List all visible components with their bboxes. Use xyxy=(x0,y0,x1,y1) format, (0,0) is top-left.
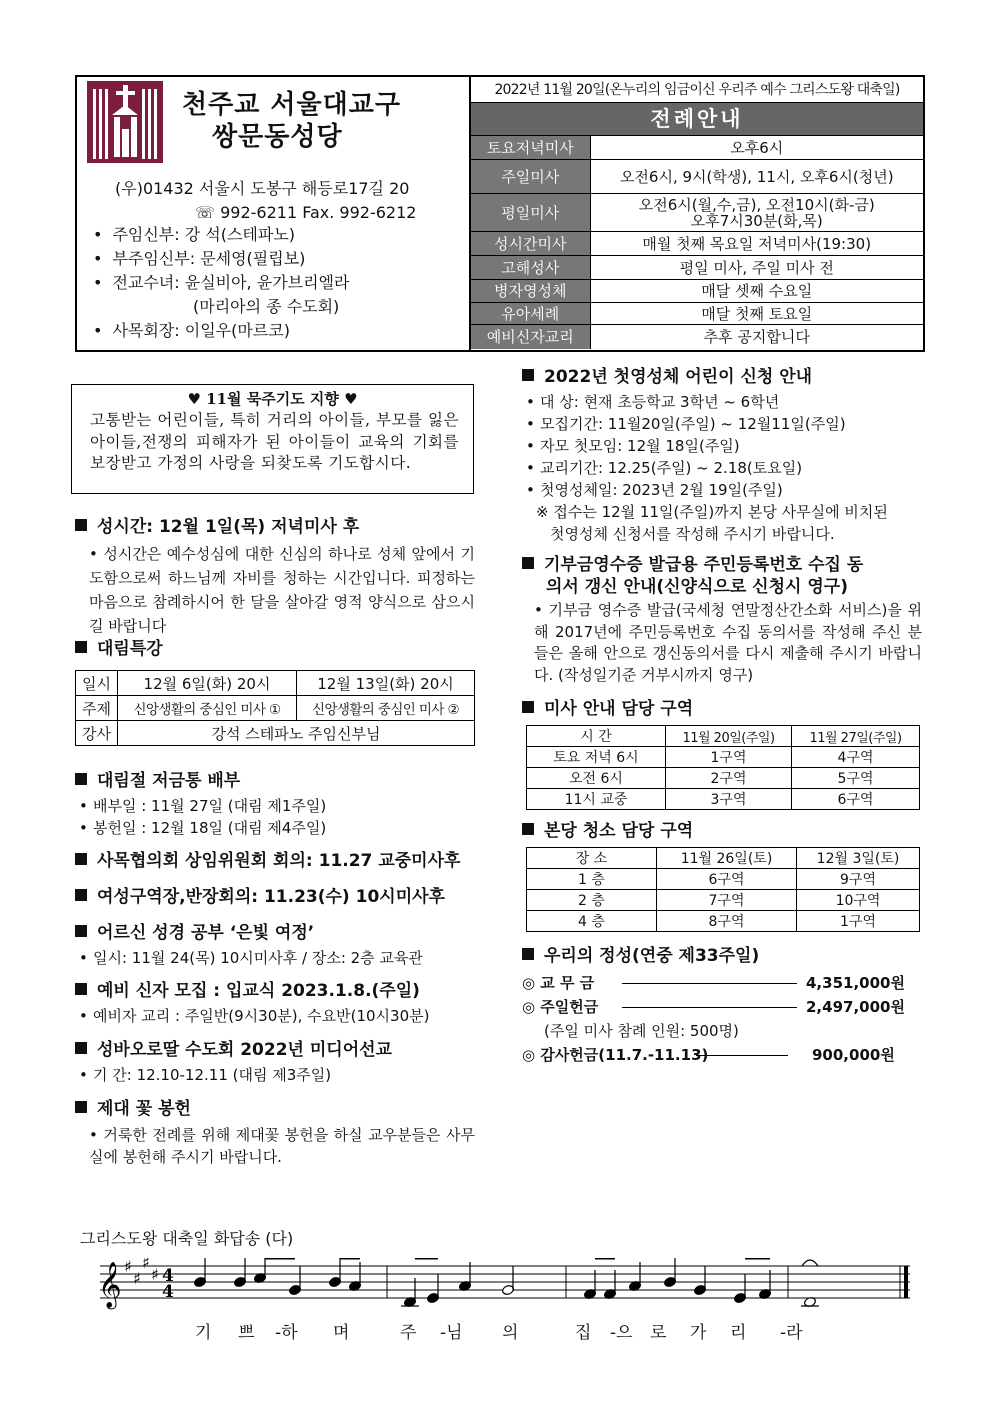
section-heading xyxy=(75,1098,475,1120)
section-title: 2022년 첫영성체 어린이 신청 안내 xyxy=(544,367,813,387)
section-title: 우리의 정성(연중 제33주일) xyxy=(544,946,760,966)
table-cell: 8구역 xyxy=(657,911,797,932)
psalm-title: 그리스도왕 대축일 화답송 (다) xyxy=(80,1229,294,1248)
staff-item: • 부주임신부: 문세영(필립보) xyxy=(93,247,349,271)
square-bullet-icon xyxy=(75,1101,87,1113)
fermata-icon xyxy=(802,1260,818,1266)
table-header-cell: 시 간 xyxy=(527,726,666,747)
section-heading xyxy=(522,554,922,576)
sharp-icon: ♯ xyxy=(142,1258,150,1272)
section-title: 예비 신자 모집 : 입교식 2023.1.8.(주일) xyxy=(97,981,420,1001)
table-cell: 일시 xyxy=(76,671,118,696)
sharp-icon: ♯ xyxy=(124,1258,132,1276)
table-cell: 6구역 xyxy=(792,789,920,810)
rosary-intention-body: 고통받는 어린이들, 특히 거리의 아이들, 부모를 잃은 아이들,전쟁의 피해자가 된 아이들이 교육의 기회를 보장받고 가정의 사랑을 되찾도록 기도합시다. xyxy=(90,411,459,472)
section-title: 성바오로딸 수도회 2022년 미디어선교 xyxy=(97,1040,392,1060)
table-cell: 4 층 xyxy=(527,911,657,932)
leader-line xyxy=(696,1055,788,1056)
offering-row xyxy=(522,1043,922,1067)
parish-name-line2: 쌍문동성당 xyxy=(212,122,343,152)
address-block xyxy=(115,177,416,225)
section-title: 성시간: 12월 1일(목) 저녁미사 후 xyxy=(97,517,360,537)
square-bullet-icon xyxy=(522,557,534,569)
psalm-score xyxy=(90,1258,920,1348)
section-title: 사목협의회 상임위원회 회의: 11.27 교중미사후 xyxy=(97,851,461,871)
table-header-cell: 11월 26일(토) xyxy=(657,848,797,869)
advent-lecture-table xyxy=(75,670,475,746)
liturgy-value: 매달 첫째 토요일 xyxy=(590,303,923,325)
section-heading xyxy=(75,1039,392,1061)
lyric-syllable: 기 xyxy=(195,1323,212,1343)
mass-guide-table xyxy=(526,725,920,810)
bullet-list xyxy=(75,1064,392,1086)
square-bullet-icon xyxy=(75,641,87,653)
liturgy-value: 오후6시 xyxy=(590,136,923,160)
leader-line xyxy=(622,1007,797,1008)
liturgy-title: 전례안내 xyxy=(471,103,923,135)
offering-section xyxy=(522,945,922,1067)
lyric-syllable: 며 xyxy=(333,1323,350,1343)
liturgy-value: 매월 첫째 목요일 저녁미사(19:30) xyxy=(590,232,923,256)
lyric-syllable: -님 xyxy=(440,1323,463,1343)
square-bullet-icon xyxy=(522,369,534,381)
square-bullet-icon xyxy=(75,983,87,995)
table-header-cell: 장 소 xyxy=(527,848,657,869)
lyric-syllable: 주 xyxy=(400,1323,417,1343)
liturgy-value-line: 오전6시(월,수,금), 오전10시(화-금) xyxy=(638,195,875,214)
offering-amount: 4,351,000원 xyxy=(806,974,905,992)
staff-item: • 주임신부: 강 석(스테파노) xyxy=(93,223,349,247)
offering-note-row xyxy=(522,1019,922,1043)
square-bullet-icon xyxy=(522,948,534,960)
sharp-icon: ♯ xyxy=(133,1269,141,1288)
altar-flowers-section xyxy=(75,1098,475,1168)
lyric-syllable: 쁘 xyxy=(238,1323,255,1343)
lyrics-row xyxy=(195,1322,803,1343)
offering-label: ◎ 교 무 금 xyxy=(522,974,595,992)
list-item: • 대 상: 현재 초등학교 3학년 ~ 6학년 xyxy=(522,391,922,413)
liturgy-key: 토요저녁미사 xyxy=(471,136,590,160)
table-cell: 강사 xyxy=(76,721,118,746)
lyric-syllable: -으 xyxy=(610,1323,633,1343)
square-bullet-icon xyxy=(75,519,87,531)
table-cell: 강석 스테파노 주임신부님 xyxy=(118,721,475,746)
phone-number: 992-6211 Fax. 992-6212 xyxy=(220,203,417,222)
offering-label: ◎ 주일헌금 xyxy=(522,998,599,1016)
liturgy-value-line: 오후7시30분(화,목) xyxy=(690,211,823,230)
rosary-intention-title: ♥ 11월 묵주기도 지향 ♥ xyxy=(187,390,358,408)
square-bullet-icon xyxy=(75,853,87,865)
catechumen-section xyxy=(75,980,429,1027)
lyric-syllable: 로 xyxy=(650,1323,667,1343)
section-heading xyxy=(75,980,429,1002)
offering-row xyxy=(522,971,922,995)
bullet-list xyxy=(522,391,922,545)
section-heading xyxy=(75,638,475,660)
offering-note: (주일 미사 참례 인원: 500명) xyxy=(544,1022,739,1040)
note-line: 첫영성체 신청서를 작성해 주시기 바랍니다. xyxy=(550,525,835,543)
table-cell: 신앙생활의 중심인 미사 ② xyxy=(297,696,475,721)
church-logo-icon xyxy=(87,81,163,163)
lyric-syllable: -라 xyxy=(780,1323,803,1343)
table-cell: 12월 13일(화) 20시 xyxy=(297,671,475,696)
liturgy-value: 매달 셋째 수요일 xyxy=(590,280,923,303)
square-bullet-icon xyxy=(75,925,87,937)
section-heading xyxy=(75,886,445,908)
liturgy-value: 오전6시, 9시(학생), 11시, 오후6시(청년) xyxy=(590,160,923,194)
square-bullet-icon xyxy=(75,1042,87,1054)
note-line: ※ 접수는 12월 11일(주일)까지 본당 사무실에 비치된 xyxy=(536,503,888,521)
section-heading xyxy=(522,820,922,842)
section-heading xyxy=(75,770,326,792)
liturgy-key: 주일미사 xyxy=(471,160,590,194)
section-heading-line2: 의서 갱신 안내(신양식으로 신청시 영구) xyxy=(546,577,848,597)
offering-amount: 2,497,000원 xyxy=(806,998,905,1016)
list-item: • 첫영성체일: 2023년 2월 19일(주일) xyxy=(522,479,922,501)
section-heading xyxy=(75,516,475,538)
lyric-syllable: -하 xyxy=(275,1323,298,1343)
leader-line xyxy=(622,983,797,984)
table-cell: 3구역 xyxy=(666,789,792,810)
list-item: • 기 간: 12.10-12.11 (대림 제3주일) xyxy=(75,1064,392,1086)
section-body: • 성시간은 예수성심에 대한 신심의 하나로 성체 앞에서 기도함으로써 하느님께 자비를 청하는 시간입니다. 피정하는 마음으로 참례하시어 한 달을 살아갈 영적 양식으로 삼으시길 바랍니다 xyxy=(89,545,475,635)
bullet-list xyxy=(75,1005,429,1027)
table-cell: 6구역 xyxy=(657,869,797,890)
elder-bible-section xyxy=(75,922,423,969)
table-cell: 신앙생활의 중심인 미사 ① xyxy=(118,696,297,721)
donation-section xyxy=(522,554,922,686)
square-bullet-icon xyxy=(522,701,534,713)
table-cell: 7구역 xyxy=(657,890,797,911)
list-item: • 일시: 11월 24(목) 10시미사후 / 장소: 2층 교육관 xyxy=(75,947,423,969)
list-item: • 교리기간: 12.25(주일) ~ 2.18(토요일) xyxy=(522,457,922,479)
address-line: (우)01432 서울시 도봉구 해등로17길 20 xyxy=(115,179,410,198)
liturgy-panel xyxy=(469,77,923,350)
staff-list xyxy=(93,223,349,343)
parish-name xyxy=(182,89,401,153)
parish-logo xyxy=(87,81,163,163)
advent-lecture-section xyxy=(75,638,475,746)
section-title-line: 기부금영수증 발급용 주민등록번호 수집 동 xyxy=(544,555,864,575)
offering-row xyxy=(522,995,922,1019)
table-cell: 9구역 xyxy=(797,869,920,890)
mass-guide-section xyxy=(522,698,922,810)
table-cell: 오전 6시 xyxy=(527,768,666,789)
table-cell: 1구역 xyxy=(797,911,920,932)
bulletin-header xyxy=(75,75,925,352)
lyric-syllable: 가 xyxy=(690,1323,707,1343)
square-bullet-icon xyxy=(522,823,534,835)
list-item: • 예비자 교리 : 주일반(9시30분), 수요반(10시30분) xyxy=(75,1005,429,1027)
list-item: • 자모 첫모임: 12월 18일(주일) xyxy=(522,435,922,457)
table-cell: 주제 xyxy=(76,696,118,721)
section-body: • 거룩한 전례를 위해 제대꽃 봉헌을 하실 교우분들은 사무실에 봉헌해 주시기 바랍니다. xyxy=(89,1126,475,1166)
svg-text:4: 4 xyxy=(162,1282,174,1302)
cleaning-table xyxy=(526,847,920,932)
phone-icon: ☏ xyxy=(195,203,216,222)
section-title: 대림특강 xyxy=(97,639,163,659)
section-title: 미사 안내 담당 구역 xyxy=(544,699,694,719)
time-signature xyxy=(162,1266,174,1302)
table-header-cell: 12월 3일(토) xyxy=(797,848,920,869)
staff-item: (마리아의 종 수도회) xyxy=(193,297,340,316)
parish-info xyxy=(77,77,469,350)
council-section xyxy=(75,850,460,872)
section-title: 여성구역장,반장회의: 11.23(수) 10시미사후 xyxy=(97,887,445,907)
table-cell: 1 층 xyxy=(527,869,657,890)
table-cell: 2구역 xyxy=(666,768,792,789)
section-heading xyxy=(75,922,423,944)
section-title: 본당 청소 담당 구역 xyxy=(544,821,694,841)
liturgy-value: 추후 공지합니다 xyxy=(590,325,923,349)
table-cell: 12월 6일(화) 20시 xyxy=(118,671,297,696)
list-item: • 배부일 : 11월 27일 (대림 제1주일) xyxy=(75,795,326,817)
table-cell: 4구역 xyxy=(792,747,920,768)
list-item: • 봉헌일 : 12월 18일 (대림 제4주일) xyxy=(75,817,326,839)
liturgy-key: 병자영성체 xyxy=(471,280,590,303)
staff-item: • 전교수녀: 윤실비아, 윤가브리엘라 xyxy=(93,271,349,295)
table-header-cell: 11월 20일(주일) xyxy=(666,726,792,747)
square-bullet-icon xyxy=(75,773,87,785)
offering-amount: 900,000원 xyxy=(812,1046,895,1064)
liturgy-key: 예비신자교리 xyxy=(471,325,590,349)
section-heading xyxy=(75,850,460,872)
liturgy-table xyxy=(471,135,923,349)
rosary-intention-box xyxy=(71,384,474,494)
phone-line xyxy=(115,201,416,225)
advent-box-section xyxy=(75,770,326,839)
women-leaders-section xyxy=(75,886,445,908)
cleaning-section xyxy=(522,820,922,932)
liturgy-key: 평일미사 xyxy=(471,194,590,232)
table-header-cell: 11월 27일(주일) xyxy=(792,726,920,747)
music-staff xyxy=(90,1258,920,1348)
square-bullet-icon xyxy=(75,889,87,901)
bullet-list xyxy=(75,947,423,969)
sharp-icon: ♯ xyxy=(151,1265,159,1284)
paul-sisters-section xyxy=(75,1039,392,1086)
staff-item: • 사목회장: 이일우(마르코) xyxy=(93,319,349,343)
liturgy-value: 평일 미사, 주일 미사 전 xyxy=(590,256,923,280)
holy-hour-section xyxy=(75,516,475,638)
lyric-syllable: 집 xyxy=(575,1323,592,1343)
parish-name-line1: 천주교 서울대교구 xyxy=(182,90,401,120)
feast-date: 2022년 11월 20일(온누리의 임금이신 우리주 예수 그리스도왕 대축일) xyxy=(471,77,923,103)
liturgy-key: 유아세례 xyxy=(471,303,590,325)
section-title: 대림절 저금통 배부 xyxy=(97,771,241,791)
lyric-syllable: 의 xyxy=(502,1323,519,1343)
table-cell: 2 층 xyxy=(527,890,657,911)
first-communion-section xyxy=(522,366,922,545)
section-title: 어르신 성경 공부 ‘은빛 여정’ xyxy=(97,923,315,943)
table-cell: 10구역 xyxy=(797,890,920,911)
offering-label: ◎ 감사헌금(11.7.-11.13) xyxy=(522,1046,709,1064)
liturgy-value xyxy=(590,194,923,232)
table-cell: 1구역 xyxy=(666,747,792,768)
bullet-list xyxy=(75,795,326,839)
list-item: • 모집기간: 11월20일(주일) ~ 12월11일(주일) xyxy=(522,413,922,435)
liturgy-key: 고해성사 xyxy=(471,256,590,280)
lyric-syllable: 리 xyxy=(730,1323,747,1343)
table-cell: 토요 저녁 6시 xyxy=(527,747,666,768)
section-body: • 기부금 영수증 발급(국세청 연말정산간소화 서비스)을 위해 2017년에 주민등록번호 수집 동의서를 작성해 주신 분들은 올해 안으로 갱신동의서를 다시 제출해 주시기 바랍니다. (작성일기준 거부시까지 영구) xyxy=(534,601,922,684)
offering-list xyxy=(522,971,922,1067)
table-cell: 11시 교중 xyxy=(527,789,666,810)
treble-clef-icon: 𝄞 xyxy=(98,1262,122,1308)
section-heading xyxy=(522,698,922,720)
table-cell: 5구역 xyxy=(792,768,920,789)
section-title: 제대 꽃 봉헌 xyxy=(97,1099,191,1119)
notes xyxy=(193,1258,819,1308)
svg-text:4: 4 xyxy=(162,1266,174,1286)
section-heading xyxy=(522,366,922,388)
liturgy-key: 성시간미사 xyxy=(471,232,590,256)
section-heading xyxy=(522,945,922,967)
